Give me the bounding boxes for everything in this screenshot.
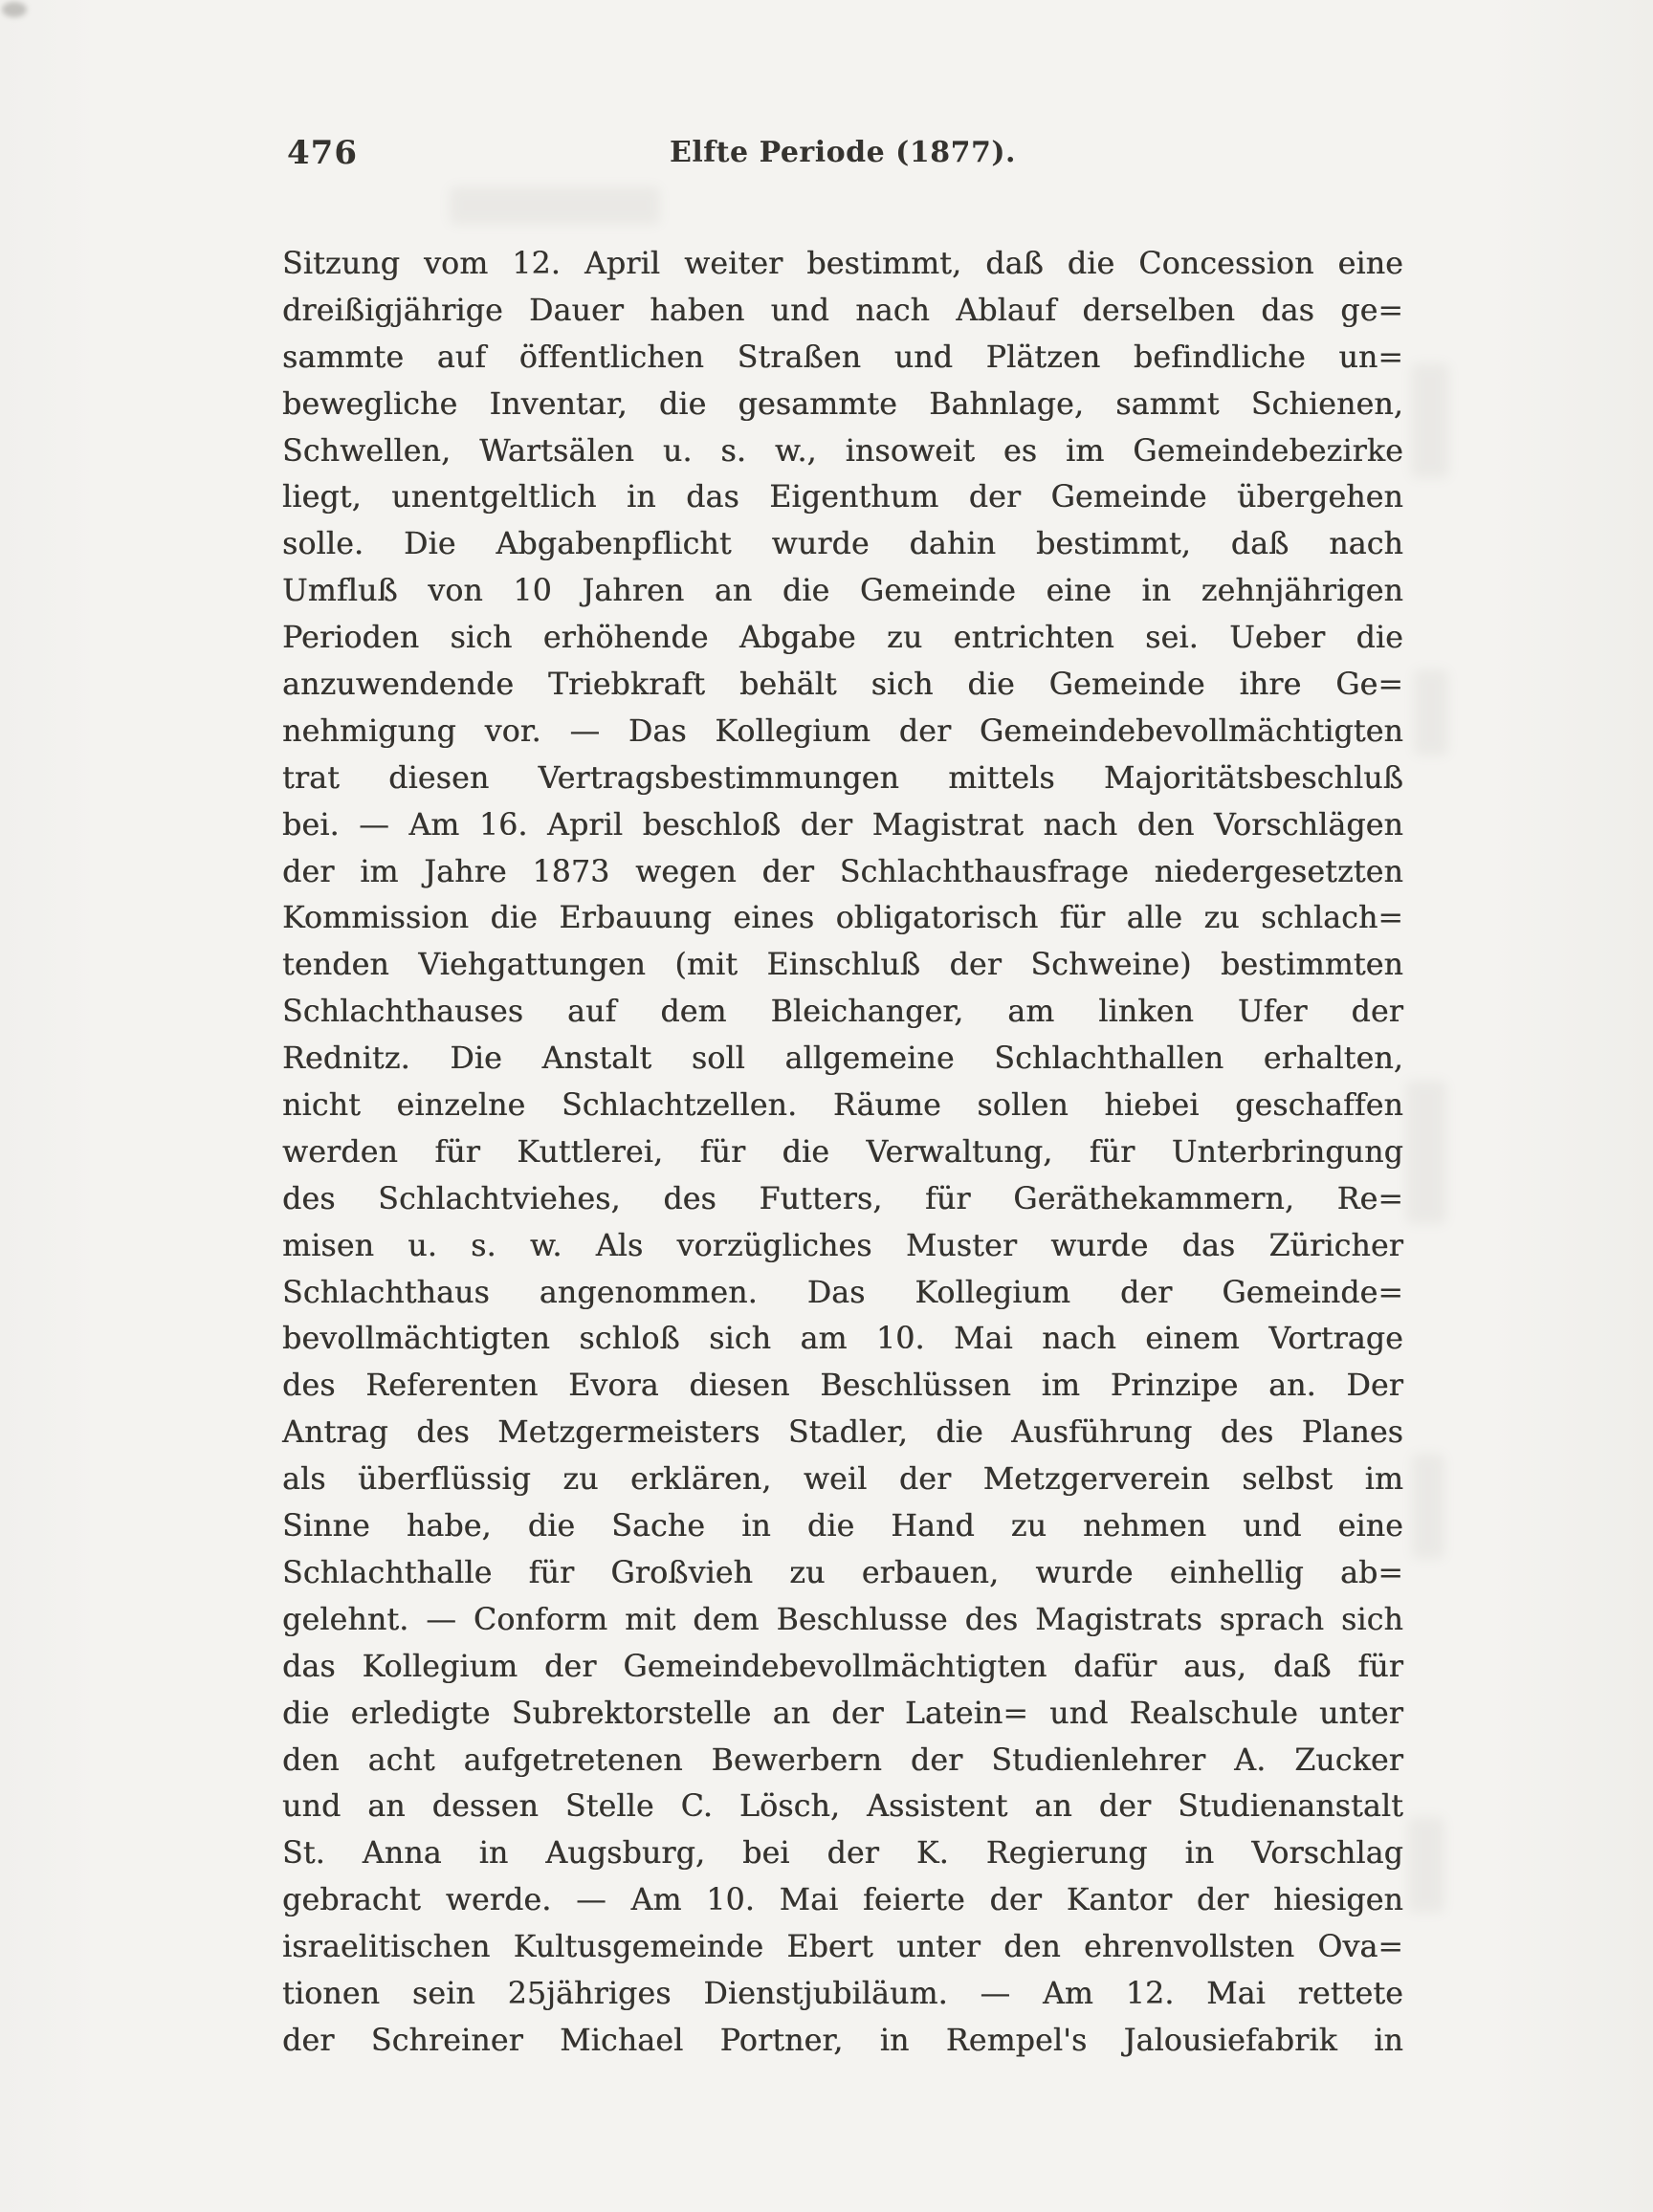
text-line: gebracht werde. — Am 10. Mai feierte der Kantor der hiesigen <box>282 1883 1403 1918</box>
text-line: trat diesen Vertragsbestimmungen mittels Majoritätsbeschluß <box>282 760 1403 796</box>
text-line: und an dessen Stelle C. Lösch, Assistent an der Studienanstalt <box>282 1789 1403 1825</box>
bleed-through-artifact <box>1406 1081 1446 1224</box>
text-line: St. Anna in Augsburg, bei der K. Regierung in Vorschlag <box>282 1836 1403 1872</box>
text-line: Kommission die Erbauung eines obligatorisch für alle zu schlach= <box>282 901 1403 936</box>
text-line: israelitischen Kultusgemeinde Ebert unter den ehrenvollsten Ova= <box>282 1930 1403 1965</box>
text-line: sammte auf öffentlichen Straßen und Plätzen befindliche un= <box>282 339 1403 375</box>
text-line: anzuwendende Triebkraft behält sich die Gemeinde ihre Ge= <box>282 668 1403 703</box>
page-number: 476 <box>287 134 358 172</box>
text-line: der Schreiner Michael Portner, in Rempel's Jalousiefabrik in <box>282 2023 1403 2058</box>
text-line: Antrag des Metzgermeisters Stadler, die Ausführung des Planes <box>282 1415 1403 1451</box>
scan-corner-artifact <box>2 2 27 17</box>
text-line: bei. — Am 16. April beschloß der Magistrat nach den Vorschlägen <box>282 807 1403 843</box>
text-line: nehmigung vor. — Das Kollegium der Gemeindebevollmächtigten <box>282 713 1403 749</box>
page-body <box>282 241 1403 2065</box>
bleed-through-artifact <box>1412 1454 1444 1559</box>
bleed-through-artifact <box>1414 669 1448 756</box>
text-line: Schlachthaus angenommen. Das Kollegium der Gemeinde= <box>282 1275 1403 1310</box>
text-line: Schlachthauses auf dem Bleichanger, am linken Ufer der <box>282 995 1403 1030</box>
text-line: solle. Die Abgabenpflicht wurde dahin bestimmt, daß nach <box>282 527 1403 562</box>
text-line: Sitzung vom 12. April weiter bestimmt, daß die Concession eine <box>282 247 1403 281</box>
text-line: des Referenten Evora diesen Beschlüssen im Prinzipe an. Der <box>282 1369 1403 1404</box>
text-line: tionen sein 25jähriges Dienstjubiläum. — Am 12. Mai rettete <box>282 1976 1403 2011</box>
text-line: gelehnt. — Conform mit dem Beschlusse des Magistrats sprach sich <box>282 1602 1403 1637</box>
text-line: misen u. s. w. Als vorzügliches Muster wurde das Züricher <box>282 1228 1403 1263</box>
text-line: Rednitz. Die Anstalt soll allgemeine Schlachthallen erhalten, <box>282 1041 1403 1077</box>
text-line: liegt, unentgeltlich in das Eigenthum der Gemeinde übergehen <box>282 480 1403 515</box>
text-line: als überflüssig zu erklären, weil der Metzgerverein selbst im <box>282 1462 1403 1498</box>
bleed-through-artifact <box>1408 1817 1444 1913</box>
text-line: werden für Kuttlerei, für die Verwaltung, für Unterbringung <box>282 1134 1403 1170</box>
chapter-header: Elfte Periode (1877). <box>670 136 1016 169</box>
bleed-through-artifact <box>1411 363 1449 478</box>
text-line: die erledigte Subrektorstelle an der Latein= und Realschule unter <box>282 1696 1403 1731</box>
text-line: des Schlachtviehes, des Futters, für Geräthekammern, Re= <box>282 1181 1403 1216</box>
text-line: der im Jahre 1873 wegen der Schlachthausfrage niedergesetzten <box>282 854 1403 889</box>
text-line: bewegliche Inventar, die gesammte Bahnlage, sammt Schienen, <box>282 386 1403 422</box>
bleed-through-artifact <box>450 186 660 225</box>
text-line: tenden Viehgattungen (mit Einschluß der Schweine) bestimmten <box>282 948 1403 983</box>
text-line: Schlachthalle für Großvieh zu erbauen, wurde einhellig ab= <box>282 1555 1403 1590</box>
text-line: Schwellen, Wartsälen u. s. w., insoweit es im Gemeindebezirke <box>282 433 1403 469</box>
text-line: Perioden sich erhöhende Abgabe zu entrichten sei. Ueber die <box>282 621 1403 656</box>
text-line: das Kollegium der Gemeindebevollmächtigten dafür aus, daß für <box>282 1649 1403 1684</box>
text-line: nicht einzelne Schlachtzellen. Räume sollen hiebei geschaffen <box>282 1088 1403 1124</box>
text-line: dreißigjährige Dauer haben und nach Ablauf derselben das ge= <box>282 293 1403 328</box>
text-line: Umfluß von 10 Jahren an die Gemeinde eine in zehnjährigen <box>282 574 1403 609</box>
text-line: Sinne habe, die Sache in die Hand zu nehmen und eine <box>282 1509 1403 1544</box>
running-header <box>282 134 1403 178</box>
text-line: den acht aufgetretenen Bewerbern der Studienlehrer A. Zucker <box>282 1742 1403 1778</box>
text-line: bevollmächtigten schloß sich am 10. Mai nach einem Vortrage <box>282 1322 1403 1357</box>
